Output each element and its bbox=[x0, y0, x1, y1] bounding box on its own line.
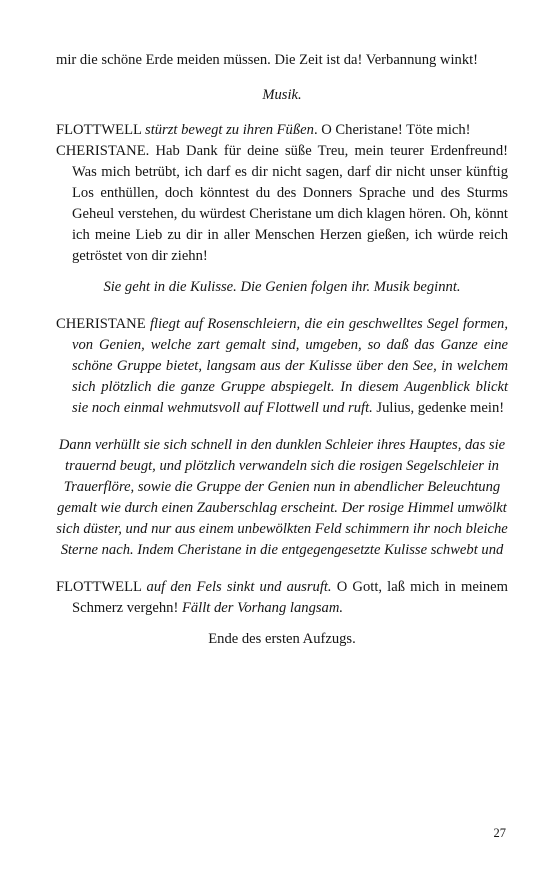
spoken-text: . O Cheristane! Töte mich! bbox=[313, 122, 471, 138]
stage-direction-inline: fliegt auf Rosenschleiern, die ein geschwelltes Segel formen, von Genien, welche zart gemalt sind, umgeben, so daß das Ganze eine schöne Gruppe bietet, langsam aus der Kulisse über den See, in welchem sich plötzlich die ganze Gruppe abspiegelt. In diesem Augenblick blickt sie noch einmal wehmutsvoll auf Flottwell und ruft. bbox=[72, 316, 508, 416]
speaker-name: CHERISTANE bbox=[56, 316, 146, 332]
act-end-line: Ende des ersten Aufzugs. bbox=[208, 631, 356, 647]
paragraph-cheristane-1 bbox=[56, 141, 508, 267]
paragraph-text: mir die schöne Erde meiden müssen. Die Zeit ist da! Verbannung winkt! bbox=[56, 52, 479, 68]
paragraph-cheristane-2 bbox=[56, 314, 508, 419]
spoken-text: Julius, gedenke mein! bbox=[372, 400, 505, 416]
stage-direction-inline: Fällt der Vorhang langsam. bbox=[181, 600, 344, 616]
page-number: 27 bbox=[493, 826, 506, 840]
page-body bbox=[56, 50, 508, 650]
speaker-name: FLOTTWELL bbox=[56, 122, 142, 138]
paragraph-continuation bbox=[56, 50, 508, 71]
paragraph-flottwell-1 bbox=[56, 120, 508, 141]
stage-direction-kulisse: Sie geht in die Kulisse. Die Genien folgen ihr. Musik beginnt. bbox=[103, 279, 461, 295]
stage-direction-inline: auf den Fels sinkt und ausruft. bbox=[146, 579, 332, 595]
paragraph-flottwell-2 bbox=[56, 577, 508, 619]
stage-direction-block: Dann verhüllt sie sich schnell in den dunklen Schleier ihres Hauptes, das sie trauernd beugt, und plötzlich verwandeln sich die rosigen Segelschleier in Trauerflöre, sowie die Gruppe der Genien nun in abendlicher Beleuchtung gemalt wie durch einen Zauberschlag erscheint. Der rosige Himmel umwölkt sich düster, und nur aus einem unbewölkten Feld schimmern ihr noch bleiche Sterne nach. Indem Cheristane in die entgegengesetzte Kulisse schwebt und bbox=[56, 437, 508, 558]
speaker-name: FLOTTWELL bbox=[56, 579, 142, 595]
spoken-text: . Hab Dank für deine süße Treu, mein teurer Erdenfreund! Was mich betrübt, ich darf es dir nicht sagen, darf dir nicht unser künftig Los enthüllen, doch könntest du des Donners Sprache und des Sturms Geheul verstehen, du würdest Cheristane um dich klagen hören. Oh, könnt ich meine Lieb zu dir in aller Menschen Herzen gießen, ich würde reich getröstet von dir ziehn! bbox=[72, 143, 508, 264]
stage-direction-musik: Musik. bbox=[262, 87, 302, 103]
stage-direction-inline: stürzt bewegt zu ihren Füßen bbox=[145, 122, 314, 138]
spoken-text: O Gott, laß mich in meinem Schmerz vergehn! bbox=[72, 579, 508, 616]
speaker-name: CHERISTANE bbox=[56, 143, 146, 159]
